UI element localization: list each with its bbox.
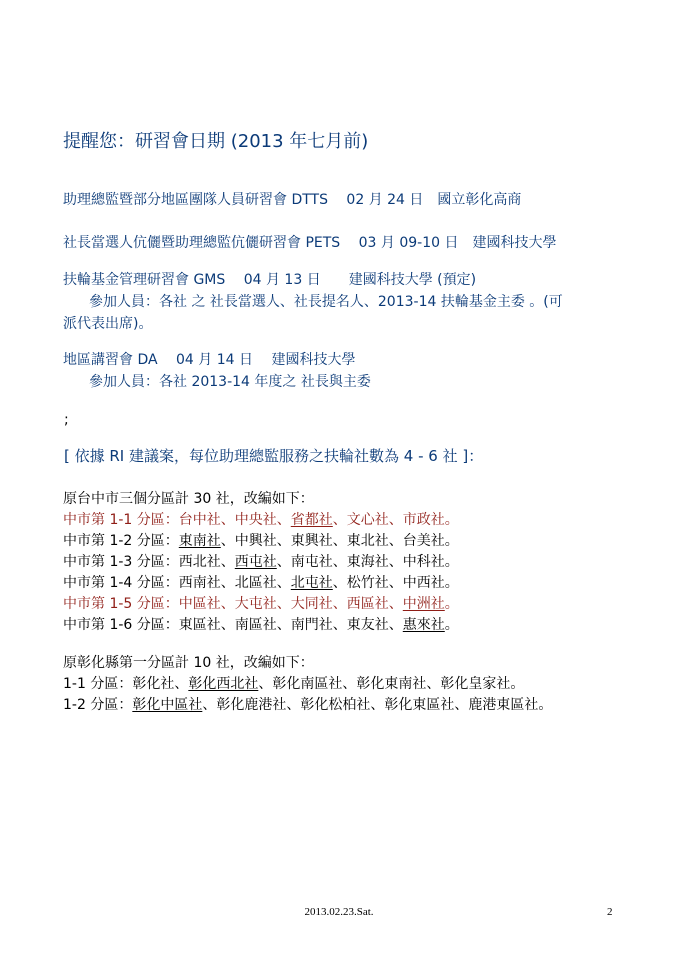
separator-char: 、 bbox=[202, 697, 217, 713]
list-row bbox=[63, 594, 459, 615]
taichung-rows bbox=[63, 510, 459, 636]
club-name: 西南社 bbox=[178, 575, 221, 591]
club-name: 市政社 bbox=[402, 512, 445, 528]
separator-char: 、 bbox=[388, 533, 403, 549]
club-name: 文心社 bbox=[346, 512, 389, 528]
club-name: 北區社 bbox=[234, 575, 277, 591]
separator-char: 、 bbox=[220, 575, 235, 591]
separator-char: 、 bbox=[426, 676, 441, 692]
separator-char: 。 bbox=[444, 512, 459, 528]
meeting-da-detail: 參加人員：各社 2013-14 年度之 社長與主委 bbox=[89, 374, 371, 390]
separator-char: 。 bbox=[444, 533, 459, 549]
club-name: 東友社 bbox=[346, 617, 389, 633]
row-prefix: 中市第 1-5 分區： bbox=[63, 596, 179, 612]
club-name: 中洲社 bbox=[402, 596, 445, 612]
club-name: 東海社 bbox=[346, 554, 389, 570]
separator-char: 、 bbox=[388, 575, 403, 591]
club-name: 惠來社 bbox=[402, 617, 445, 633]
row-prefix: 中市第 1-2 分區： bbox=[63, 533, 179, 549]
separator-char: 。 bbox=[444, 617, 459, 633]
changhua-rows bbox=[63, 674, 552, 716]
club-name: 中興社 bbox=[234, 533, 277, 549]
club-name: 彰化東南社 bbox=[356, 676, 427, 692]
taichung-section bbox=[63, 489, 459, 636]
separator-char: 、 bbox=[332, 533, 347, 549]
separator-char: 、 bbox=[276, 575, 291, 591]
club-name: 彰化南區社 bbox=[272, 676, 343, 692]
separator-char: 、 bbox=[220, 512, 235, 528]
separator-char: 、 bbox=[286, 697, 301, 713]
page-number: 2 bbox=[607, 906, 613, 918]
club-name: 省都社 bbox=[290, 512, 333, 528]
separator-char: 。 bbox=[538, 697, 553, 713]
meeting-da: 地區講習會 DA 04 月 14 日 建國科技大學 bbox=[63, 352, 356, 368]
separator-char: 、 bbox=[220, 533, 235, 549]
footer-date: 2013.02.23.Sat. bbox=[304, 906, 374, 918]
club-name: 彰化皇家社 bbox=[440, 676, 511, 692]
row-prefix: 1-2 分區： bbox=[63, 697, 133, 713]
changhua-heading: 原彰化縣第一分區計 10 社，改編如下： bbox=[63, 655, 314, 671]
separator-char: 、 bbox=[174, 676, 189, 692]
separator: ; bbox=[64, 412, 69, 428]
separator-char: 。 bbox=[510, 676, 525, 692]
list-row bbox=[63, 695, 552, 716]
taichung-heading: 原台中市三個分區計 30 社，改編如下： bbox=[63, 491, 314, 507]
meeting-gms-detail-cont: 派代表出席)。 bbox=[63, 316, 153, 332]
row-prefix: 1-1 分區： bbox=[63, 676, 133, 692]
club-name: 中科社 bbox=[402, 554, 445, 570]
separator-char: 、 bbox=[388, 512, 403, 528]
club-name: 彰化西北社 bbox=[188, 676, 259, 692]
club-name: 彰化鹿港社 bbox=[216, 697, 287, 713]
separator-char: 、 bbox=[276, 512, 291, 528]
club-name: 大屯社 bbox=[234, 596, 277, 612]
separator-char: 、 bbox=[388, 554, 403, 570]
club-name: 中區社 bbox=[178, 596, 221, 612]
separator-char: 、 bbox=[276, 554, 291, 570]
meeting-dtts: 助理總監暨部分地區團隊人員研習會 DTTS 02 月 24 日 國立彰化高商 bbox=[63, 192, 522, 208]
club-name: 北屯社 bbox=[290, 575, 333, 591]
separator-char: 、 bbox=[388, 617, 403, 633]
separator-char: 、 bbox=[342, 676, 357, 692]
page-title: 提醒您：研習會日期 (2013 年七月前) bbox=[63, 131, 369, 152]
meeting-pets: 社長當選人伉儷暨助理總監伉儷研習會 PETS 03 月 09-10 日 建國科技大學 bbox=[63, 235, 557, 251]
club-name: 大同社 bbox=[290, 596, 333, 612]
club-name: 西北社 bbox=[178, 554, 221, 570]
club-name: 東南社 bbox=[178, 533, 221, 549]
club-name: 中西社 bbox=[402, 575, 445, 591]
row-prefix: 中市第 1-3 分區： bbox=[63, 554, 179, 570]
separator-char: 。 bbox=[444, 596, 459, 612]
row-prefix: 中市第 1-1 分區： bbox=[63, 512, 179, 528]
changhua-section bbox=[63, 653, 552, 716]
separator-char: 、 bbox=[220, 596, 235, 612]
separator-char: 、 bbox=[370, 697, 385, 713]
separator-char: 、 bbox=[332, 554, 347, 570]
separator-char: 、 bbox=[220, 554, 235, 570]
club-name: 南區社 bbox=[234, 617, 277, 633]
club-name: 松竹社 bbox=[346, 575, 389, 591]
row-prefix: 中市第 1-4 分區： bbox=[63, 575, 179, 591]
club-name: 東區社 bbox=[178, 617, 221, 633]
club-name: 彰化東區社 bbox=[384, 697, 455, 713]
ri-note: [ 依據 RI 建議案，每位助理總監服務之扶輪社數為 4 - 6 社 ]： bbox=[64, 447, 484, 465]
club-name: 鹿港東區社 bbox=[468, 697, 539, 713]
club-name: 台中社 bbox=[178, 512, 221, 528]
list-row bbox=[63, 552, 459, 573]
list-row bbox=[63, 674, 552, 695]
separator-char: 、 bbox=[220, 617, 235, 633]
list-row bbox=[63, 531, 459, 552]
separator-char: 、 bbox=[454, 697, 469, 713]
meeting-gms: 扶輪基金管理研習會 GMS 04 月 13 日 建國科技大學 (預定) bbox=[63, 272, 477, 288]
club-name: 南門社 bbox=[290, 617, 333, 633]
club-name: 東興社 bbox=[290, 533, 333, 549]
separator-char: 、 bbox=[388, 596, 403, 612]
club-name: 西區社 bbox=[346, 596, 389, 612]
separator-char: 、 bbox=[332, 512, 347, 528]
club-name: 台美社 bbox=[402, 533, 445, 549]
list-row bbox=[63, 510, 459, 531]
list-row bbox=[63, 615, 459, 636]
separator-char: 。 bbox=[444, 554, 459, 570]
meeting-gms-detail: 參加人員：各社 之 社長當選人、社長提名人、2013-14 扶輪基金主委 。(可 bbox=[89, 294, 563, 310]
list-row bbox=[63, 573, 459, 594]
club-name: 中央社 bbox=[234, 512, 277, 528]
separator-char: 、 bbox=[276, 533, 291, 549]
separator-char: 、 bbox=[258, 676, 273, 692]
club-name: 東北社 bbox=[346, 533, 389, 549]
separator-char: 、 bbox=[276, 596, 291, 612]
separator-char: 、 bbox=[276, 617, 291, 633]
club-name: 彰化中區社 bbox=[132, 697, 203, 713]
separator-char: 。 bbox=[444, 575, 459, 591]
separator-char: 、 bbox=[332, 596, 347, 612]
club-name: 西屯社 bbox=[234, 554, 277, 570]
club-name: 彰化社 bbox=[132, 676, 175, 692]
separator-char: 、 bbox=[332, 575, 347, 591]
club-name: 南屯社 bbox=[290, 554, 333, 570]
club-name: 彰化松柏社 bbox=[300, 697, 371, 713]
separator-char: 、 bbox=[332, 617, 347, 633]
row-prefix: 中市第 1-6 分區： bbox=[63, 617, 179, 633]
